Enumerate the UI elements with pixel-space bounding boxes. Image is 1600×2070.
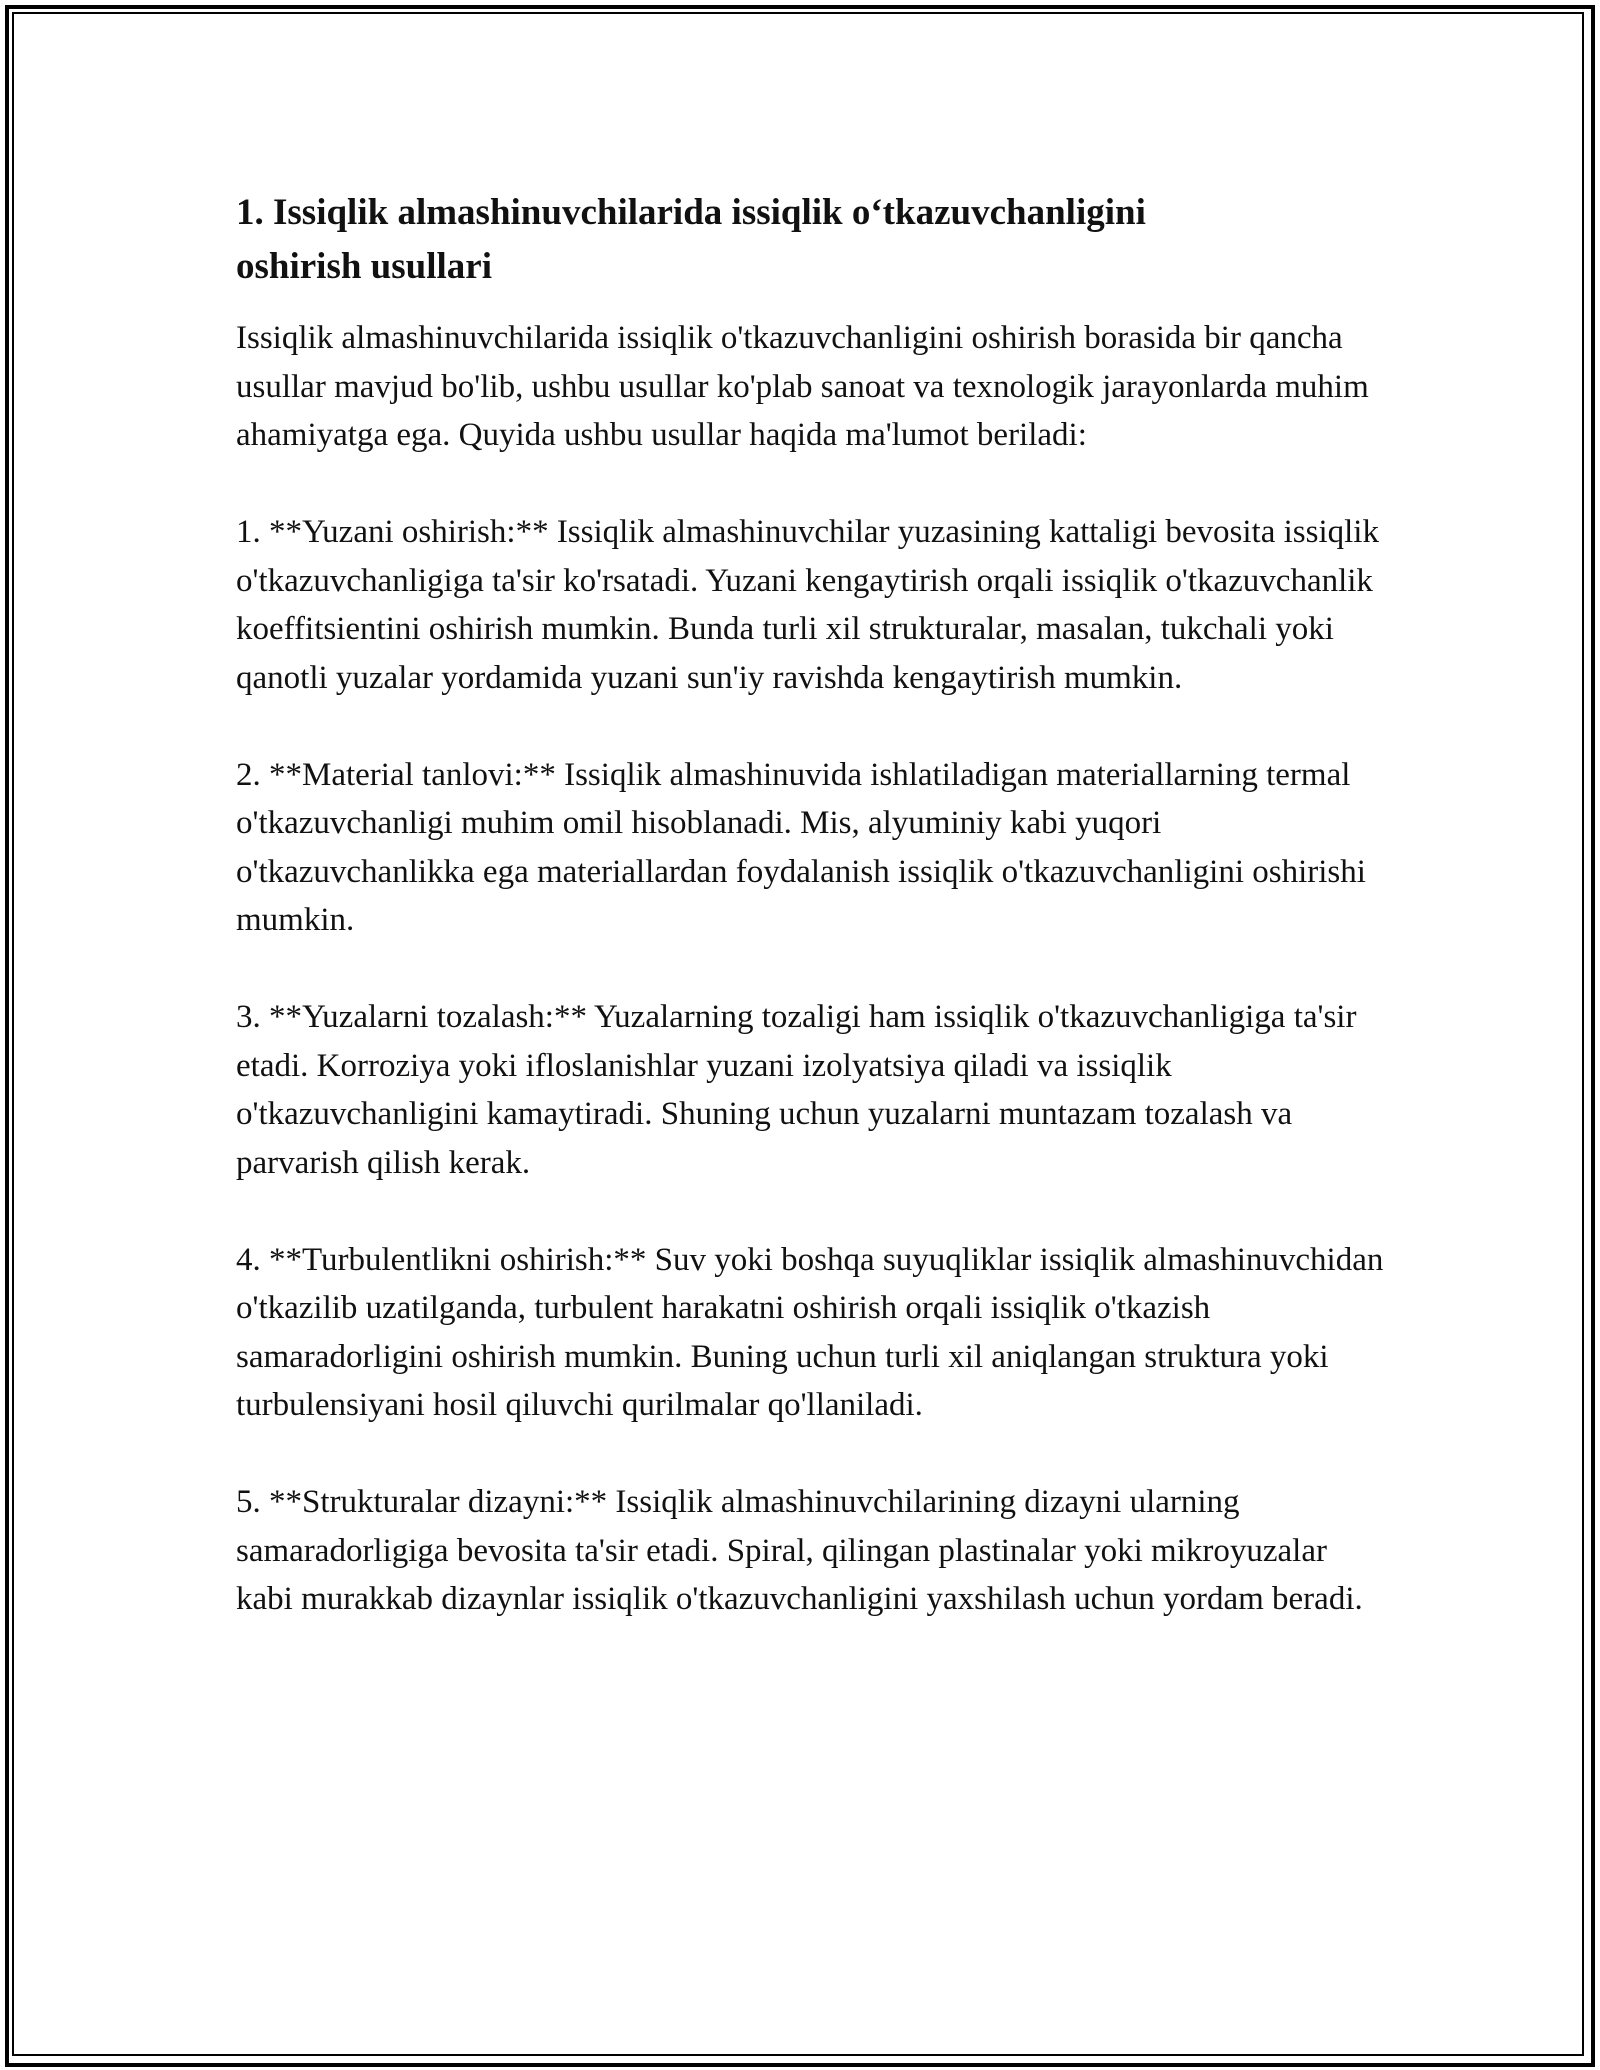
page-title: [236, 186, 1386, 294]
page-title-line1: 1. Issiqlik almashinuvchilarida issiqlik o‘tkazuvchanligini: [236, 192, 1146, 233]
method-paragraph-4: 4. **Turbulentlikni oshirish:** Suv yoki boshqa suyuqliklar issiqlik almashinuvchidan o'tkazilib uzatilganda, turbulent harakatni oshirish orqali issiqlik o'tkazish samaradorligini oshirish mumkin. Buning uchun turli xil aniqlangan struktura yoki turbulensiyani hosil qiluvchi qurilmalar qo'llaniladi.: [236, 1241, 1384, 1423]
intro-paragraph: Issiqlik almashinuvchilarida issiqlik o'tkazuvchanligini oshirish borasida bir qancha usullar mavjud bo'lib, ushbu usullar ko'plab sanoat va texnologik jarayonlarda muhim ahamiyatga ega. Quyida ushbu usullar haqida ma'lumot beriladi:: [236, 320, 1369, 453]
method-paragraph-5: 5. **Strukturalar dizayni:** Issiqlik almashinuvchilarining dizayni ularning samaradorligiga bevosita ta'sir etadi. Spiral, qilingan plastinalar yoki mikroyuzalar kabi murakkab dizaynlar issiqlik o'tkazuvchanligini yaxshilash uchun yordam beradi.: [236, 1484, 1363, 1617]
method-paragraph-2: 2. **Material tanlovi:** Issiqlik almashinuvida ishlatiladigan materiallarning termal o'tkazuvchanligi muhim omil hisoblanadi. Mis, alyuminiy kabi yuqori o'tkazuvchanlikka ega materiallardan foydalanish issiqlik o'tkazuvchanligini oshirishi mumkin.: [236, 756, 1366, 938]
document-body: [236, 186, 1386, 1672]
method-paragraph-1: 1. **Yuzani oshirish:** Issiqlik almashinuvchilar yuzasining kattaligi bevosita issiqlik o'tkazuvchanligiga ta'sir ko'rsatadi. Yuzani kengaytirish orqali issiqlik o'tkazuvchanlik koeffitsientini oshirish mumkin. Bunda turli xil strukturalar, masalan, tukchali yoki qanotli yuzalar yordamida yuzani sun'iy ravishda kengaytirish mumkin.: [236, 514, 1379, 696]
method-paragraph-3: 3. **Yuzalarni tozalash:** Yuzalarning tozaligi ham issiqlik o'tkazuvchanligiga ta'sir etadi. Korroziya yoki ifloslanishlar yuzani izolyatsiya qiladi va issiqlik o'tkazuvchanligini kamaytiradi. Shuning uchun yuzalarni muntazam tozalash va parvarish qilish kerak.: [236, 999, 1357, 1181]
page-title-line2: oshirish usullari: [236, 246, 493, 287]
